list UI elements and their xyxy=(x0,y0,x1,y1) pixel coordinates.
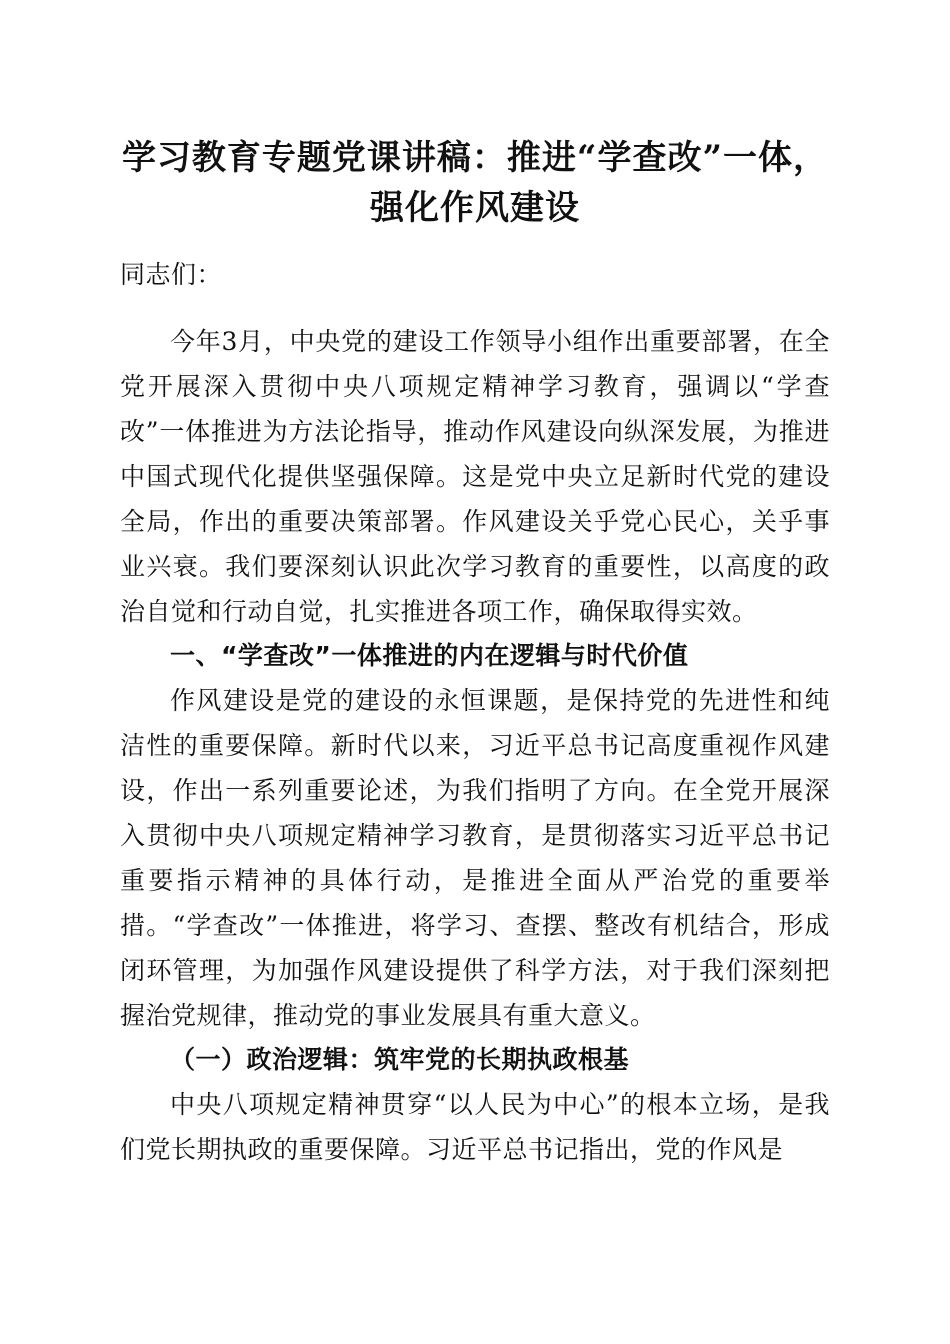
section-heading-1: 一、“学查改”一体推进的内在逻辑与时代价值 xyxy=(170,641,689,670)
paragraph-intro: 今年3月，中央党的建设工作领导小组作出重要部署，在全党开展深入贯彻中央八项规定精神学习教育，强调以“学查改”一体推进为方法论指导，推动作风建设向纵深发展，为推进中国式现代化提供坚强保障。这是党中央立足新时代党的建设全局，作出的重要决策部署。作风建设关乎党心民心，关乎事业兴衰。我们要深刻认识此次学习教育的重要性，以高度的政治自觉和行动自觉，扎实推进各项工作，确保取得实效。 xyxy=(120,327,830,626)
paragraph-subsection-1: 中央八项规定精神贯穿“以人民为中心”的根本立场，是我们党长期执政的重要保障。习近平总书记指出，党的作风是 xyxy=(120,1090,830,1164)
document-title-line-2: 强化作风建设 xyxy=(370,188,580,228)
paragraph-section-1: 作风建设是党的建设的永恒课题，是保持党的先进性和纯洁性的重要保障。新时代以来，习近平总书记高度重视作风建设，作出一系列重要论述，为我们指明了方向。在全党开展深入贯彻中央八项规定精神学习教育，是贯彻落实习近平总书记重要指示精神的具体行动，是推进全面从严治党的重要举措。“学查改”一体推进，将学习、查摆、整改有机结合，形成闭环管理，为加强作风建设提供了科学方法，对于我们深刻把握治党规律，推动党的事业发展具有重大意义。 xyxy=(120,686,830,1030)
document-title-line-1: 学习教育专题党课讲稿：推进“学查改”一体， xyxy=(121,138,829,178)
salutation: 同志们： xyxy=(120,260,223,289)
subsection-heading-1: （一）政治逻辑：筑牢党的长期执政根基 xyxy=(170,1045,630,1074)
